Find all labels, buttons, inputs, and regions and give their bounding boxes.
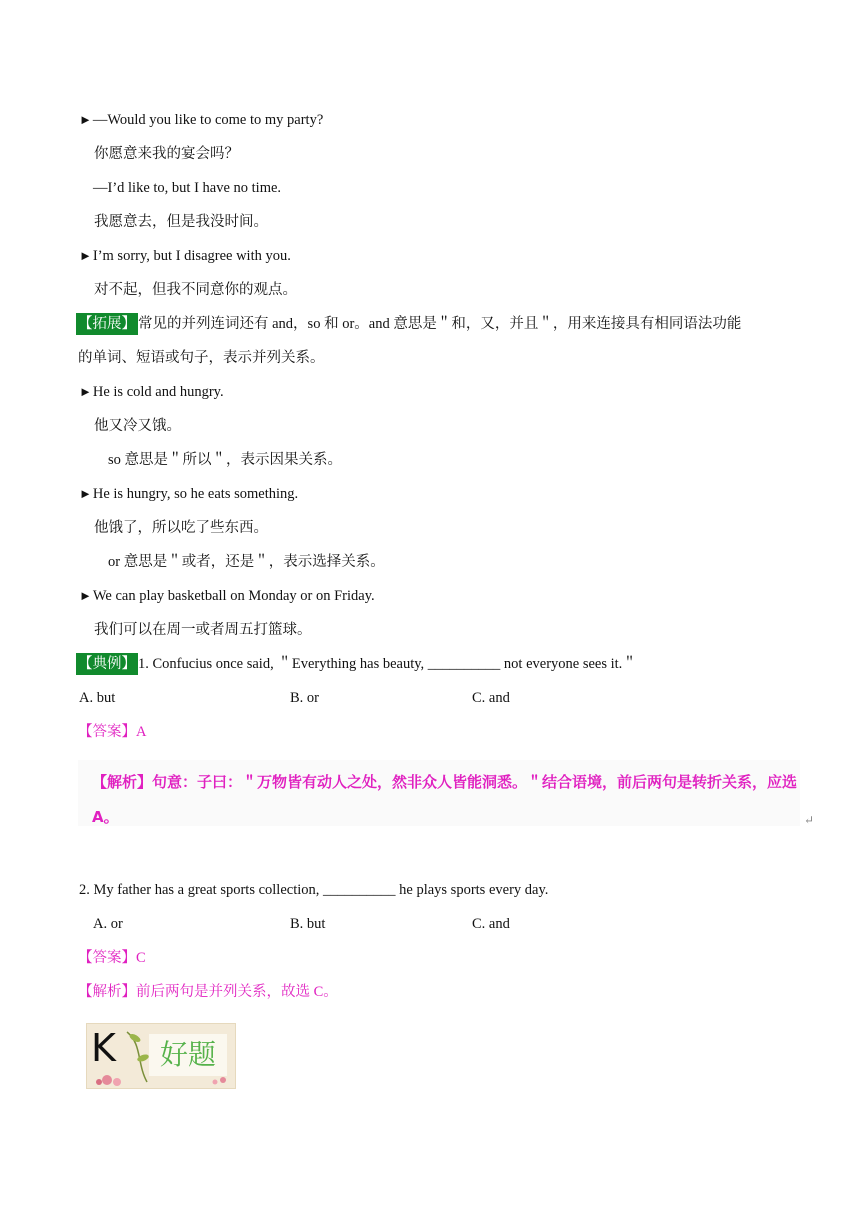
example-en: He is cold and hungry. [92, 384, 224, 400]
example-zh: 我们可以在周一或者周五打篮球。 [94, 622, 312, 638]
analysis-line [78, 982, 338, 1002]
example-line [79, 110, 323, 130]
banner-letter: K [91, 1026, 116, 1070]
arrow-marker-icon: ► [79, 112, 92, 127]
example-en: —Would you like to come to my party? [92, 112, 324, 128]
banner-title: 好题 [149, 1034, 227, 1076]
question-1 [76, 653, 637, 675]
so-note: so 意思是＂所以＂，表示因果关系。 [108, 452, 343, 468]
analysis-text: 【解析】句意：子曰：＂万物皆有动人之处，然非众人皆能洞悉。＂结合语境，前后两句是转折关系，应选 A。 [92, 773, 798, 826]
extension-line2: 的单词、短语或句子，表示并列关系。 [78, 350, 325, 366]
typical-tag: 【典例】 [76, 653, 138, 675]
example-en: —I’d like to, but I have no time. [93, 180, 282, 196]
question-text: 1. Confucius once said, ＂Everything has beauty, __________ not everyone sees it.＂ [138, 656, 637, 672]
arrow-marker-icon: ► [79, 486, 92, 501]
good-question-banner [86, 1023, 236, 1089]
return-mark-icon: ↵ [804, 813, 815, 827]
extension-line1: 常见的并列连词还有 and，so 和 or。and 意思是＂和，又，并且＂，用来连接具有相同语法功能 [138, 316, 742, 332]
example-line [79, 484, 298, 504]
example-en: I’m sorry, but I disagree with you. [92, 248, 291, 264]
example-line [79, 246, 291, 266]
option-c: C. and [472, 916, 510, 932]
example-zh: 他饿了，所以吃了些东西。 [94, 520, 268, 536]
example-line [79, 586, 375, 606]
example-zh: 他又冷又饿。 [94, 418, 181, 434]
example-zh: 我愿意去，但是我没时间。 [94, 214, 268, 230]
example-zh: 你愿意来我的宴会吗？ [94, 146, 239, 162]
extension-paragraph [76, 313, 741, 335]
option-b: B. but [290, 916, 326, 932]
arrow-marker-icon: ► [79, 248, 92, 263]
example-line [79, 382, 224, 402]
arrow-marker-icon: ► [79, 588, 92, 603]
example-zh: 对不起，但我不同意你的观点。 [94, 282, 297, 298]
option-b: B. or [290, 690, 319, 706]
option-c: C. and [472, 690, 510, 706]
option-a: A. but [79, 690, 116, 706]
analysis-text: 前后两句是并列关系，故选 C。 [136, 984, 338, 1000]
or-note: or 意思是＂或者，还是＂，表示选择关系。 [108, 554, 385, 570]
answer: 【答案】C [78, 950, 146, 966]
answer: 【答案】A [78, 724, 147, 740]
question-2: 2. My father has a great sports collection, __________ he plays sports every day. [79, 882, 549, 898]
arrow-marker-icon: ► [79, 384, 92, 399]
extension-tag: 【拓展】 [76, 313, 138, 335]
example-en: He is hungry, so he eats something. [92, 486, 299, 502]
analysis-tag: 【解析】 [78, 984, 136, 1000]
option-a: A. or [93, 916, 123, 932]
example-en: We can play basketball on Monday or on Friday. [92, 588, 375, 604]
